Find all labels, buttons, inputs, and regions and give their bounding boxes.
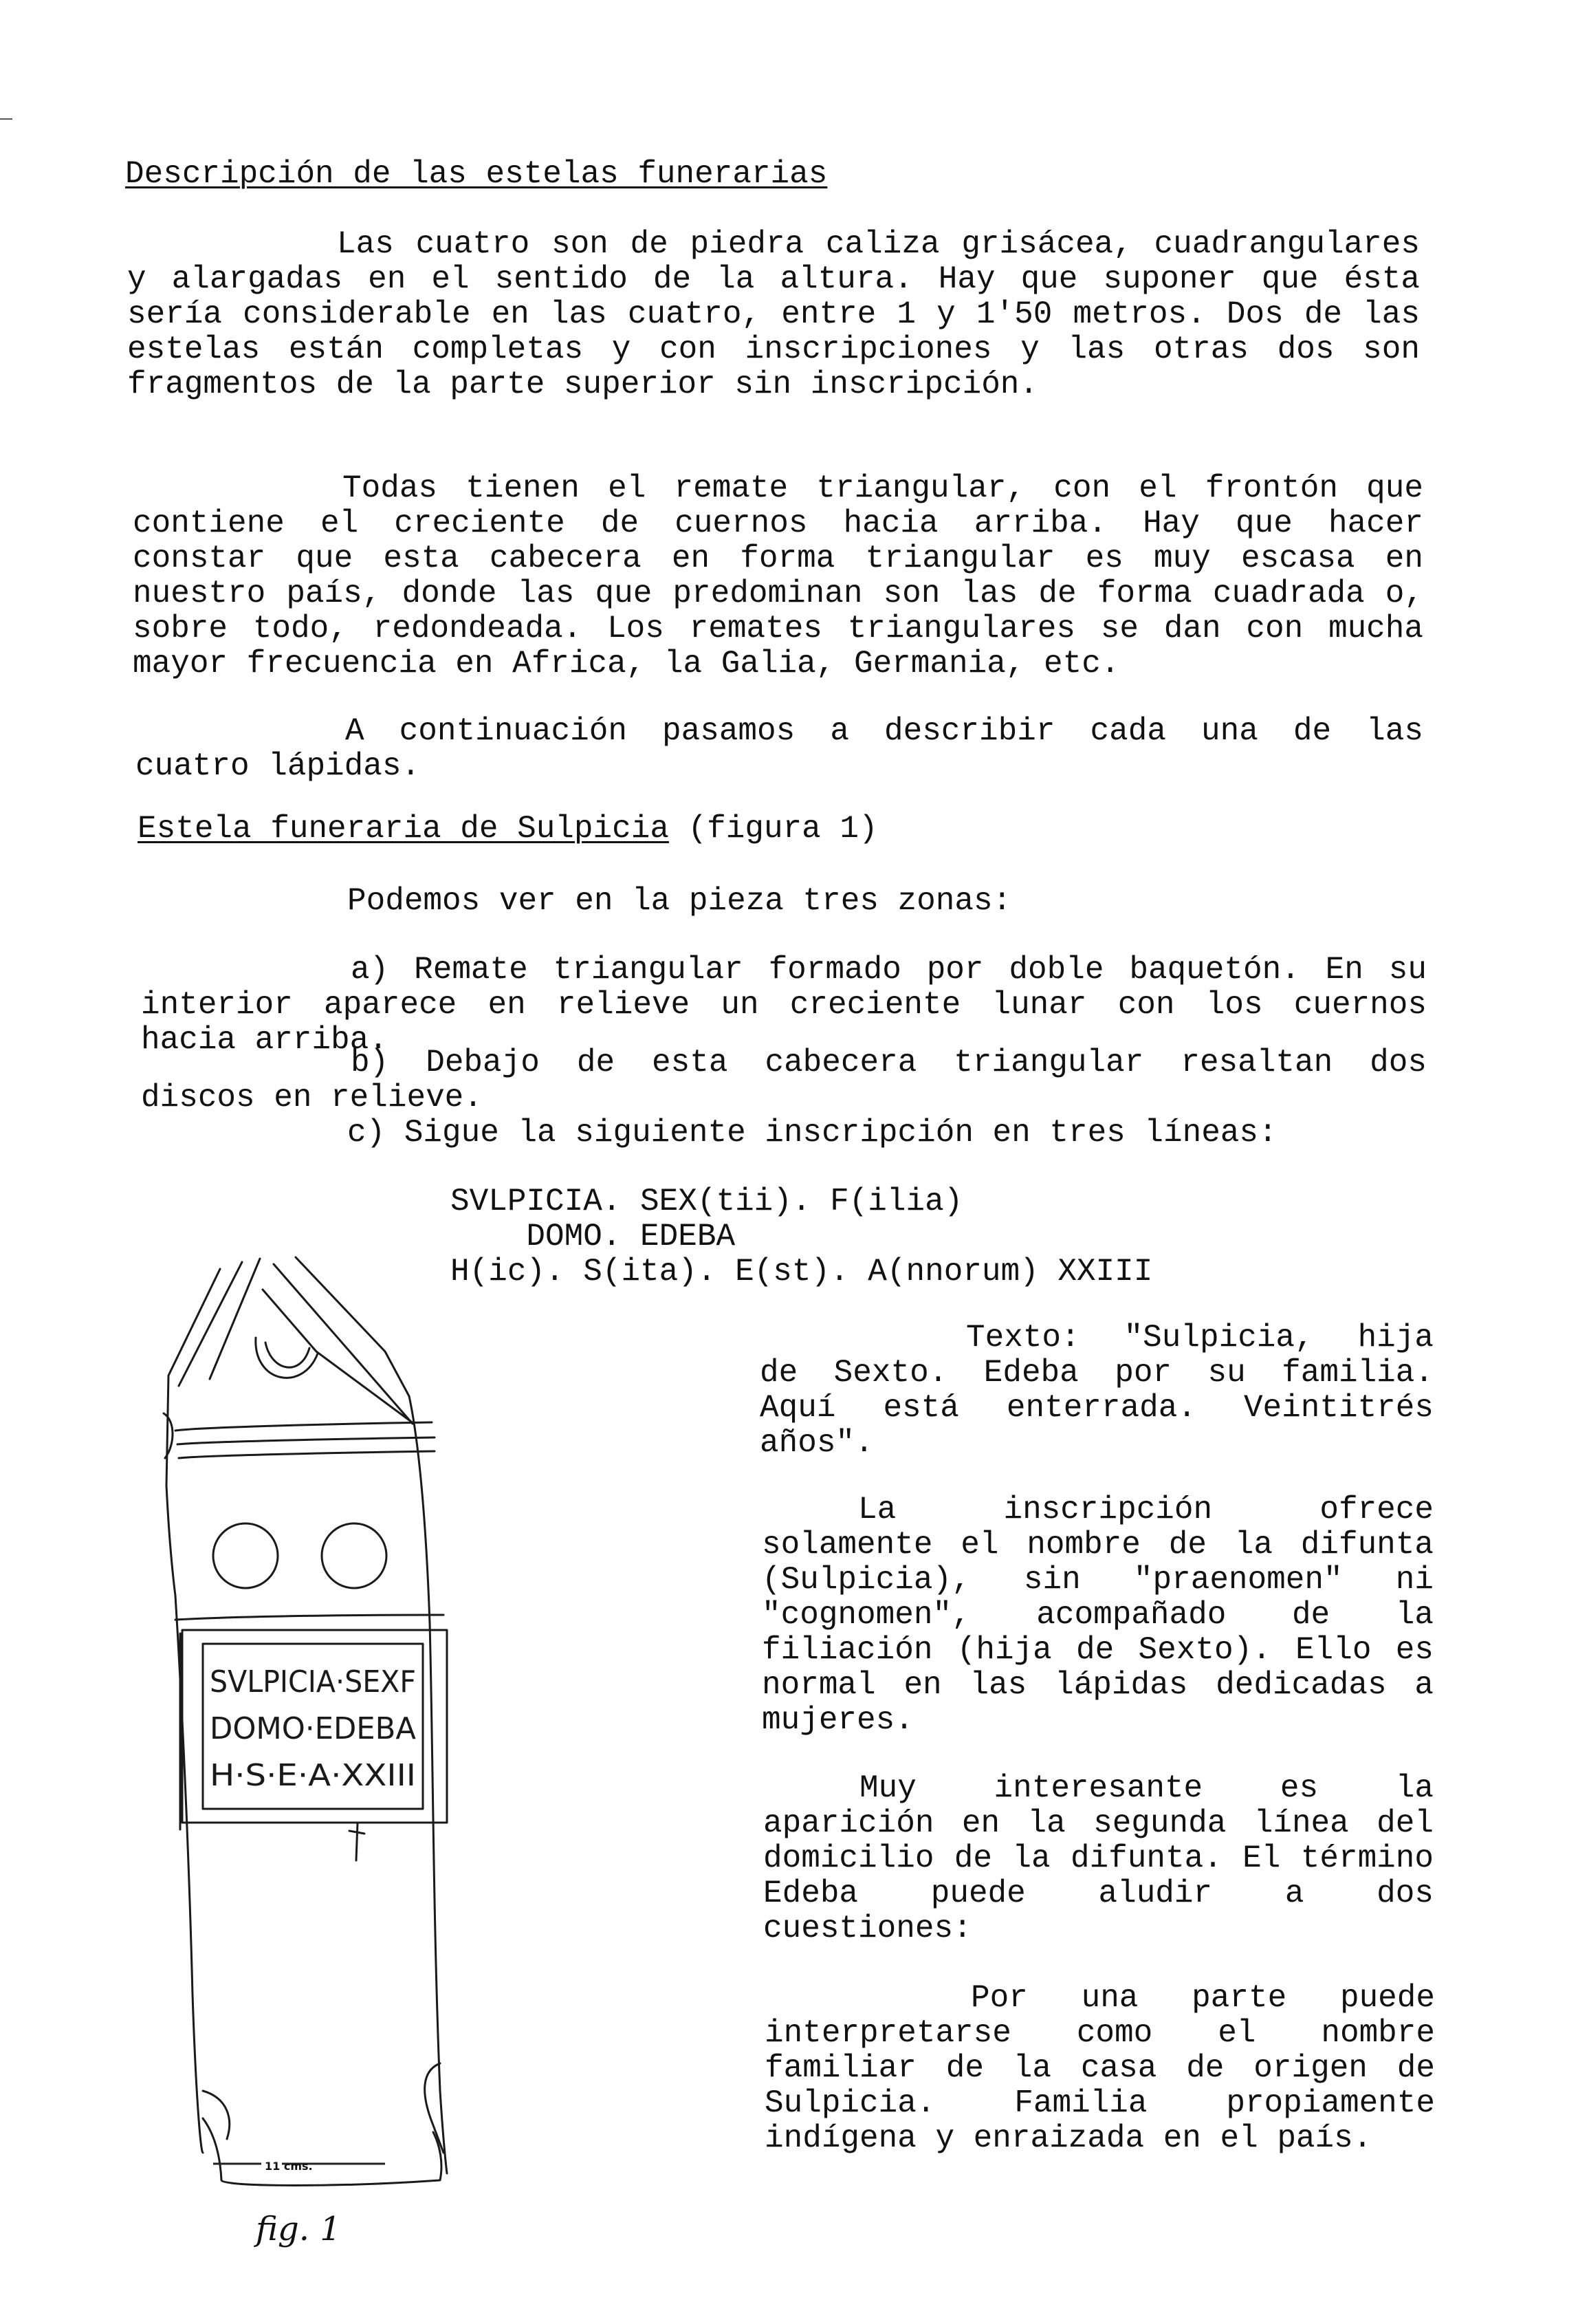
stone-inscription <box>210 1664 416 1793</box>
inscription-line-2: DOMO. EDEBA <box>450 1219 736 1255</box>
paragraph-texto: Texto: "Sulpicia, hija de Sexto. Edeba por su familia. Aquí está enterrada. Veintitrés años". <box>760 1320 1434 1461</box>
section-heading-sulpicia-wrap <box>138 812 878 847</box>
pediment-base-line-2 <box>177 1437 435 1444</box>
paragraph-three-zones: Podemos ver en la pieza tres zonas: <box>347 883 1012 919</box>
stele-drawing <box>138 1238 495 2201</box>
stone-line-2: DOMO·EDEBA <box>210 1711 416 1746</box>
inscription-line-1: SVLPICIA. SEX(tii). F(ilia) <box>450 1184 963 1219</box>
pediment-base-line-1 <box>175 1422 432 1431</box>
inscription-line-3: H(ic). S(ita). E(st). A(nnorum) XXIII <box>450 1254 1153 1290</box>
stele-break-left <box>203 2091 230 2139</box>
section-heading-description: Descripción de las estelas funerarias <box>125 156 828 192</box>
crack-tick <box>349 1831 364 1834</box>
stone-line-1: SVLPICIA·SEXF <box>210 1664 416 1699</box>
paragraph-inscription-analysis: La inscripción ofrece solamente el nombre de la difunta (Sulpicia), sin "praenomen" ni "cognomen", acompañado de la filiación (hija de Sexto). Ello es normal en las lápidas dedicadas a mujeres. <box>762 1492 1434 1738</box>
figure-label: fig. 1 <box>256 2210 341 2248</box>
scale-label: 11 cms. <box>265 2160 313 2173</box>
disc-right <box>322 1523 386 1588</box>
margin-mark <box>0 118 12 120</box>
item-b-discs: b) Debajo de esta cabecera triangular resaltan dos discos en relieve. <box>141 1045 1427 1116</box>
stele-pediment-right <box>274 1264 413 1424</box>
stele-outline-right-upper <box>296 1257 409 1396</box>
item-a-triangular: a) Remate triangular formado por doble baquetón. En su interior aparece en relieve un creciente lunar con los cuernos hacia arriba. <box>141 952 1427 1058</box>
stele-base <box>203 2118 441 2186</box>
paragraph-stones-material: Las cuatro son de piedra caliza grisácea, cuadrangulares y alargadas en el sentido de la altura. Hay que suponer que ésta sería considerable en las cuatro, entre 1 y 1'50 metros. Dos de las estelas están completas y con inscripciones y las otras dos son fragmentos de la parte superior sin inscripción. <box>127 226 1420 402</box>
stele-outline-left-upper <box>166 1269 220 1486</box>
crescent-inner <box>265 1343 309 1367</box>
paragraph-family-origin: Por una parte puede interpretarse como el nombre familiar de la casa de origen de Sulpicia. Familia propiamente indígena y enraizada en el país. <box>765 1980 1435 2156</box>
paragraph-continuation: A continuación pasamos a describir cada una de las cuatro lápidas. <box>135 713 1423 784</box>
stele-outline-left <box>166 1486 203 2153</box>
frame-top-outer-line <box>175 1615 443 1620</box>
item-c-inscription: c) Sigue la siguiente inscripción en tres líneas: <box>347 1115 1278 1151</box>
crack-line <box>356 1823 358 1860</box>
paragraph-domicile: Muy interesante es la aparición en la segunda línea del domicilio de la difunta. El término Edeba puede aludir a dos cuestiones: <box>763 1770 1434 1946</box>
stele-pediment-right-2 <box>263 1290 414 1424</box>
section-heading-sulpicia: Estela funeraria de Sulpicia <box>138 811 669 847</box>
disc-left <box>213 1523 278 1588</box>
stone-line-3: H·S·E·A·XXIII <box>210 1758 416 1793</box>
pediment-base-line-3 <box>179 1451 435 1458</box>
paragraph-triangular-finish: Todas tienen el remate triangular, con el frontón que contiene el creciente de cuernos hacia arriba. Hay que hacer constar que esta cabecera en forma triangular es muy escasa en nuestro país, donde las que predominan son las de forma cuadrada o, sobre todo, redondeada. Los remates triangulares se dan con mucha mayor frecuencia en Africa, la Galia, Germania, etc. <box>133 470 1423 682</box>
figure-reference: (figura 1) <box>668 811 878 847</box>
